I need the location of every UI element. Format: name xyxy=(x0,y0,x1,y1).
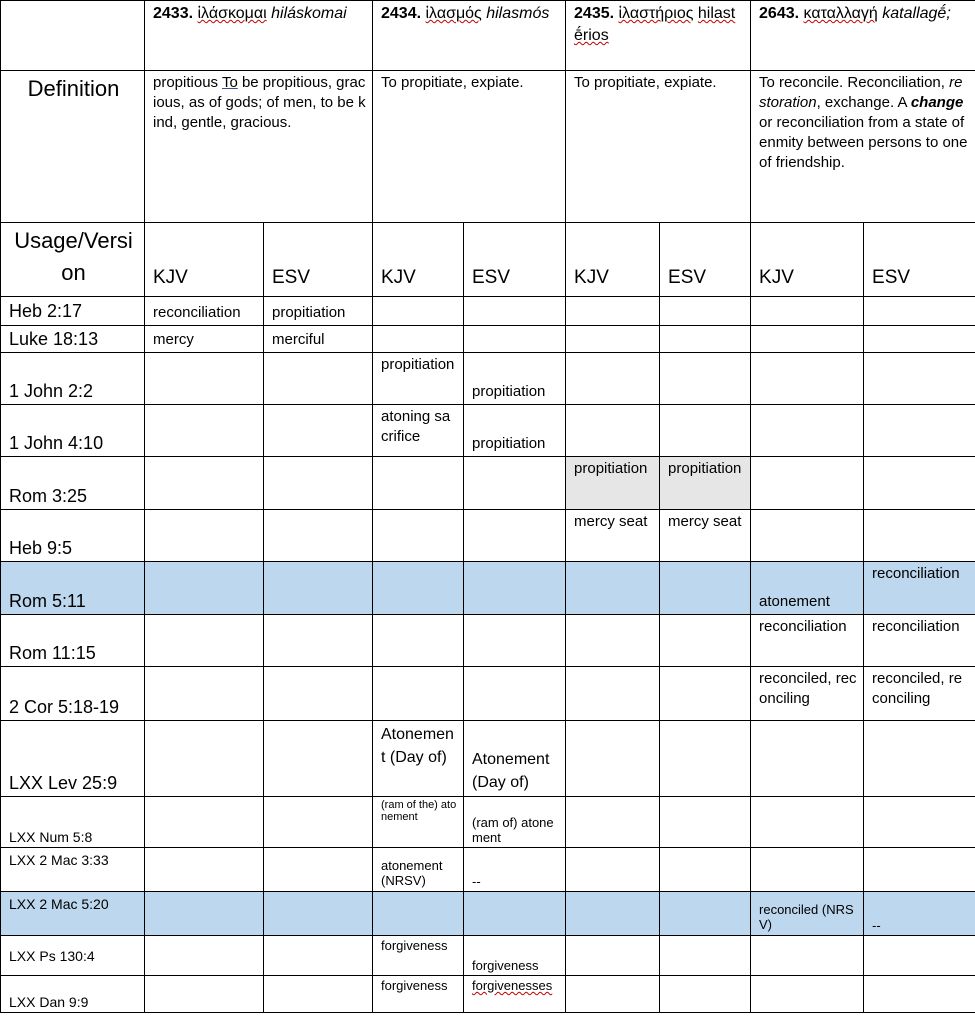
table-row-highlighted xyxy=(1,892,975,936)
strongs-number: 2643. xyxy=(759,5,800,22)
definition-2433 xyxy=(145,71,373,223)
table-row xyxy=(1,797,975,848)
transliteration: hilastḗrios xyxy=(574,5,736,44)
col-esv: ESV xyxy=(464,223,566,297)
table-cell: propitiation xyxy=(464,405,566,457)
table-cell xyxy=(145,353,264,405)
table-cell xyxy=(264,892,373,936)
table-cell xyxy=(373,326,464,353)
table-cell xyxy=(660,405,751,457)
table-cell xyxy=(464,562,566,615)
table-row xyxy=(1,297,975,326)
table-cell xyxy=(373,297,464,326)
table-row xyxy=(1,510,975,562)
table-cell: forgiveness xyxy=(373,936,464,976)
table-cell xyxy=(660,353,751,405)
definition-row xyxy=(1,71,975,223)
table-cell xyxy=(264,848,373,892)
table-cell xyxy=(373,615,464,667)
col-esv: ESV xyxy=(264,223,373,297)
strongs-number: 2434. xyxy=(381,5,422,22)
verse-ref: Heb 9:5 xyxy=(1,510,145,562)
verse-ref: LXX Ps 130:4 xyxy=(1,936,145,976)
col-kjv: KJV xyxy=(566,223,660,297)
table-cell: propitiation xyxy=(660,457,751,510)
transliteration: katallagḗ; xyxy=(882,5,951,22)
table-cell xyxy=(264,405,373,457)
header-2434 xyxy=(373,1,566,71)
verse-ref: Rom 5:11 xyxy=(1,562,145,615)
transliteration: hiláskomai xyxy=(271,5,347,22)
table-cell xyxy=(566,297,660,326)
table-cell xyxy=(566,405,660,457)
table-cell xyxy=(660,667,751,721)
definition-text: or reconciliation from a state of enmity between persons to one of friendship. xyxy=(759,114,968,171)
table-cell: reconciled, reconciling xyxy=(864,667,975,721)
definition-text-bold: change xyxy=(910,94,964,111)
table-row xyxy=(1,721,975,797)
verse-ref: 1 John 2:2 xyxy=(1,353,145,405)
table-cell xyxy=(864,976,975,1013)
table-cell xyxy=(464,297,566,326)
table-row xyxy=(1,976,975,1013)
table-cell xyxy=(864,936,975,976)
table-cell xyxy=(145,405,264,457)
table-cell xyxy=(145,892,264,936)
table-cell xyxy=(464,615,566,667)
header-2433 xyxy=(145,1,373,71)
table-cell xyxy=(751,936,864,976)
definition-text: be propitious, gracious, as of gods; of men, to be kind, gentle, gracious. xyxy=(153,74,366,131)
table-cell: mercy seat xyxy=(660,510,751,562)
table-cell xyxy=(751,405,864,457)
table-cell xyxy=(660,721,751,797)
table-cell xyxy=(373,892,464,936)
table-cell xyxy=(264,615,373,667)
table-cell xyxy=(264,797,373,848)
table-cell: propitiation xyxy=(566,457,660,510)
table-cell xyxy=(864,848,975,892)
table-cell xyxy=(464,976,566,1013)
table-cell xyxy=(464,510,566,562)
table-cell xyxy=(264,936,373,976)
table-cell xyxy=(145,457,264,510)
table-cell xyxy=(751,457,864,510)
col-kjv: KJV xyxy=(751,223,864,297)
table-cell xyxy=(566,353,660,405)
table-cell: reconciled, reconciling xyxy=(751,667,864,721)
table-cell xyxy=(464,667,566,721)
table-cell xyxy=(145,797,264,848)
table-cell: propitiation xyxy=(373,353,464,405)
table-cell xyxy=(660,892,751,936)
greek-word: καταλλαγή xyxy=(803,5,878,22)
table-cell xyxy=(751,326,864,353)
table-cell xyxy=(264,353,373,405)
table-cell xyxy=(660,326,751,353)
table-cell: forgiveness xyxy=(464,936,566,976)
table-cell xyxy=(660,936,751,976)
table-cell: (ram of) atonement xyxy=(464,797,566,848)
table-cell xyxy=(660,797,751,848)
table-cell xyxy=(264,976,373,1013)
table-cell: mercy xyxy=(145,326,264,353)
verse-ref: 2 Cor 5:18-19 xyxy=(1,667,145,721)
definition-2435: To propitiate, expiate. xyxy=(566,71,751,223)
table-cell xyxy=(864,297,975,326)
greek-word: ἱλασμός xyxy=(425,5,482,22)
table-cell xyxy=(751,297,864,326)
table-cell: atonement xyxy=(751,562,864,615)
table-row xyxy=(1,848,975,892)
table-row xyxy=(1,457,975,510)
table-cell xyxy=(864,326,975,353)
table-cell: atoning sacrifice xyxy=(373,405,464,457)
table-cell xyxy=(864,721,975,797)
verse-ref: LXX Num 5:8 xyxy=(1,797,145,848)
verse-ref: Luke 18:13 xyxy=(1,326,145,353)
table-cell xyxy=(264,721,373,797)
table-cell: merciful xyxy=(264,326,373,353)
table-cell: atonement (NRSV) xyxy=(373,848,464,892)
table-cell: propitiation xyxy=(464,353,566,405)
table-cell xyxy=(566,848,660,892)
table-cell xyxy=(264,667,373,721)
verse-ref: 1 John 4:10 xyxy=(1,405,145,457)
usage-label: Usage/Version xyxy=(1,223,145,297)
table-cell xyxy=(751,848,864,892)
table-cell xyxy=(145,667,264,721)
table-cell xyxy=(145,615,264,667)
table-cell xyxy=(566,326,660,353)
table-cell xyxy=(264,510,373,562)
table-cell: Atonement (Day of) xyxy=(373,721,464,797)
table-cell xyxy=(464,892,566,936)
greek-word: ἱλάσκομαι xyxy=(197,5,267,22)
col-esv: ESV xyxy=(864,223,975,297)
definition-text: , exchange. A xyxy=(816,94,911,111)
table-cell xyxy=(566,562,660,615)
verse-ref: LXX Dan 9:9 xyxy=(1,976,145,1013)
table-cell: -- xyxy=(464,848,566,892)
verse-ref: Rom 3:25 xyxy=(1,457,145,510)
verse-ref: LXX 2 Mac 5:20 xyxy=(1,892,145,936)
table-row xyxy=(1,615,975,667)
table-cell xyxy=(145,510,264,562)
table-cell xyxy=(751,721,864,797)
table-cell xyxy=(864,457,975,510)
verse-ref: LXX Lev 25:9 xyxy=(1,721,145,797)
table-cell xyxy=(145,721,264,797)
col-kjv: KJV xyxy=(145,223,264,297)
table-cell xyxy=(373,667,464,721)
table-row xyxy=(1,326,975,353)
table-cell: reconciliation xyxy=(864,615,975,667)
table-cell xyxy=(145,976,264,1013)
table-row xyxy=(1,936,975,976)
table-cell xyxy=(264,457,373,510)
greek-word: ἱλαστήριος xyxy=(618,5,694,22)
col-esv: ESV xyxy=(660,223,751,297)
table-row-highlighted xyxy=(1,562,975,615)
table-cell xyxy=(751,353,864,405)
table-cell xyxy=(660,615,751,667)
table-cell: reconciliation xyxy=(145,297,264,326)
definition-text: To reconcile. Reconciliation, xyxy=(759,74,950,91)
table-cell xyxy=(660,976,751,1013)
table-cell: reconciled (NRSV) xyxy=(751,892,864,936)
table-cell xyxy=(566,976,660,1013)
header-row xyxy=(1,1,975,71)
table-cell xyxy=(566,892,660,936)
table-cell xyxy=(145,562,264,615)
table-cell xyxy=(864,353,975,405)
definition-text: propitious xyxy=(153,74,222,91)
table-cell: reconciliation xyxy=(751,615,864,667)
table-cell xyxy=(660,848,751,892)
table-row xyxy=(1,667,975,721)
table-cell xyxy=(464,457,566,510)
table-cell xyxy=(660,297,751,326)
table-cell xyxy=(751,797,864,848)
header-2435 xyxy=(566,1,751,71)
table-cell: Atonement (Day of) xyxy=(464,721,566,797)
definition-2434: To propitiate, expiate. xyxy=(373,71,566,223)
table-cell: propitiation xyxy=(264,297,373,326)
table-cell: mercy seat xyxy=(566,510,660,562)
transliteration: hilasmós xyxy=(486,5,550,22)
definition-text-underlined: To xyxy=(221,74,238,91)
table-cell xyxy=(864,510,975,562)
verse-ref: Heb 2:17 xyxy=(1,297,145,326)
table-cell xyxy=(566,615,660,667)
table-cell xyxy=(373,562,464,615)
table-cell xyxy=(264,562,373,615)
strongs-number: 2433. xyxy=(153,5,194,22)
table-cell xyxy=(373,457,464,510)
table-cell-text: forgivenesses xyxy=(472,978,553,993)
table-cell: -- xyxy=(864,892,975,936)
definition-2643 xyxy=(751,71,975,223)
table-row xyxy=(1,353,975,405)
table-cell xyxy=(566,936,660,976)
table-cell xyxy=(864,797,975,848)
table-cell xyxy=(145,848,264,892)
table-cell: (ram of the) atonement xyxy=(373,797,464,848)
definition-label: Definition xyxy=(1,71,145,223)
table-cell xyxy=(464,326,566,353)
header-2643 xyxy=(751,1,975,71)
verse-ref: LXX 2 Mac 3:33 xyxy=(1,848,145,892)
table-cell xyxy=(660,562,751,615)
table-cell xyxy=(566,667,660,721)
table-cell xyxy=(566,797,660,848)
usage-row xyxy=(1,223,975,297)
table-cell xyxy=(145,936,264,976)
corner-cell xyxy=(1,1,145,71)
table-cell xyxy=(373,510,464,562)
table-cell xyxy=(751,976,864,1013)
table-cell: forgiveness xyxy=(373,976,464,1013)
table-row xyxy=(1,405,975,457)
table-cell xyxy=(751,510,864,562)
table-cell: reconciliation xyxy=(864,562,975,615)
definition-text-italic: restoration xyxy=(759,74,963,111)
table-cell xyxy=(566,721,660,797)
col-kjv: KJV xyxy=(373,223,464,297)
verse-ref: Rom 11:15 xyxy=(1,615,145,667)
table-cell xyxy=(864,405,975,457)
strongs-number: 2435. xyxy=(574,5,615,22)
